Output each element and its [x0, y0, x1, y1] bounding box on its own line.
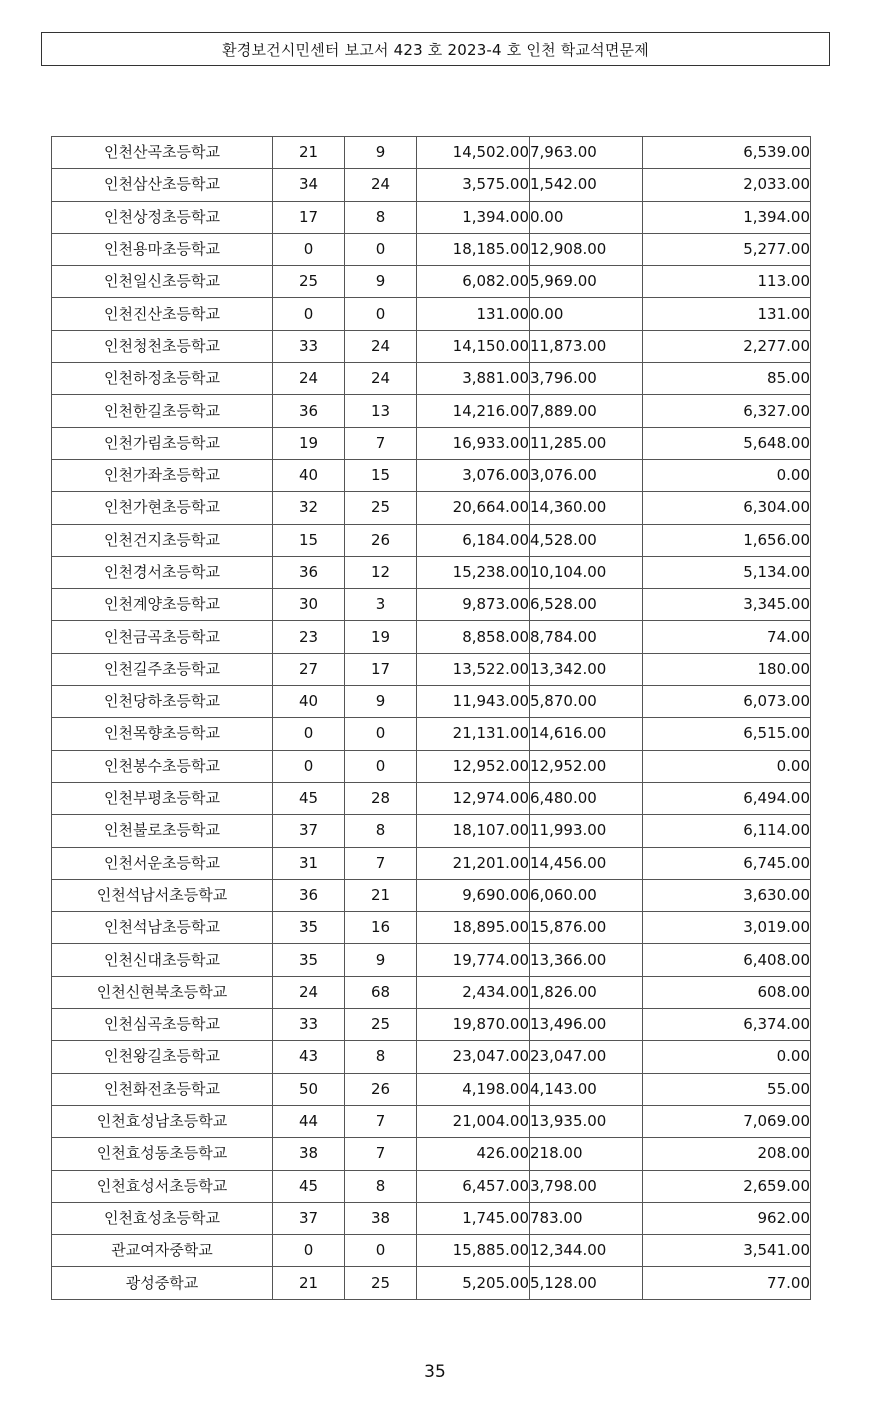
total-area-cell: 6,184.00: [417, 524, 530, 556]
count-a-cell: 33: [273, 1009, 345, 1041]
removed-area-cell: 23,047.00: [530, 1041, 643, 1073]
count-a-cell: 34: [273, 169, 345, 201]
removed-area-cell: 13,366.00: [530, 944, 643, 976]
table-row: [52, 718, 811, 750]
count-a-cell: 32: [273, 492, 345, 524]
count-a-cell: 24: [273, 976, 345, 1008]
table-row: [52, 879, 811, 911]
table-row: [52, 266, 811, 298]
count-b-cell: 9: [345, 266, 417, 298]
count-a-cell: 15: [273, 524, 345, 556]
total-area-cell: 12,974.00: [417, 782, 530, 814]
count-a-cell: 43: [273, 1041, 345, 1073]
removed-area-cell: 7,889.00: [530, 395, 643, 427]
remaining-area-cell: 6,515.00: [643, 718, 811, 750]
removed-area-cell: 5,128.00: [530, 1267, 643, 1299]
count-a-cell: 44: [273, 1105, 345, 1137]
count-a-cell: 40: [273, 686, 345, 718]
removed-area-cell: 6,480.00: [530, 782, 643, 814]
remaining-area-cell: 113.00: [643, 266, 811, 298]
remaining-area-cell: 6,374.00: [643, 1009, 811, 1041]
count-b-cell: 9: [345, 944, 417, 976]
table-row: [52, 427, 811, 459]
school-name-cell: 인천하정초등학교: [52, 363, 273, 395]
school-name-cell: 인천경서초등학교: [52, 556, 273, 588]
count-a-cell: 45: [273, 782, 345, 814]
count-a-cell: 0: [273, 718, 345, 750]
total-area-cell: 18,107.00: [417, 815, 530, 847]
table-row: [52, 459, 811, 491]
count-b-cell: 26: [345, 1073, 417, 1105]
removed-area-cell: 13,342.00: [530, 653, 643, 685]
table-row: [52, 233, 811, 265]
school-name-cell: 인천산곡초등학교: [52, 137, 273, 169]
count-a-cell: 37: [273, 815, 345, 847]
removed-area-cell: 3,798.00: [530, 1170, 643, 1202]
count-b-cell: 25: [345, 1267, 417, 1299]
count-a-cell: 23: [273, 621, 345, 653]
remaining-area-cell: 0.00: [643, 459, 811, 491]
total-area-cell: 21,004.00: [417, 1105, 530, 1137]
count-b-cell: 25: [345, 1009, 417, 1041]
table-row: [52, 686, 811, 718]
school-name-cell: 인천왕길초등학교: [52, 1041, 273, 1073]
school-name-cell: 인천한길초등학교: [52, 395, 273, 427]
school-name-cell: 인천신현북초등학교: [52, 976, 273, 1008]
table-row: [52, 556, 811, 588]
total-area-cell: 4,198.00: [417, 1073, 530, 1105]
remaining-area-cell: 6,073.00: [643, 686, 811, 718]
school-name-cell: 인천불로초등학교: [52, 815, 273, 847]
remaining-area-cell: 1,394.00: [643, 201, 811, 233]
total-area-cell: 15,238.00: [417, 556, 530, 588]
table-row: [52, 1105, 811, 1137]
remaining-area-cell: 1,656.00: [643, 524, 811, 556]
count-b-cell: 15: [345, 459, 417, 491]
removed-area-cell: 14,616.00: [530, 718, 643, 750]
remaining-area-cell: 608.00: [643, 976, 811, 1008]
remaining-area-cell: 6,539.00: [643, 137, 811, 169]
remaining-area-cell: 6,494.00: [643, 782, 811, 814]
table-row: [52, 750, 811, 782]
count-a-cell: 35: [273, 944, 345, 976]
school-name-cell: 인천용마초등학교: [52, 233, 273, 265]
total-area-cell: 131.00: [417, 298, 530, 330]
count-b-cell: 3: [345, 589, 417, 621]
removed-area-cell: 12,908.00: [530, 233, 643, 265]
count-b-cell: 26: [345, 524, 417, 556]
count-a-cell: 31: [273, 847, 345, 879]
school-name-cell: 광성중학교: [52, 1267, 273, 1299]
count-a-cell: 0: [273, 1235, 345, 1267]
remaining-area-cell: 2,277.00: [643, 330, 811, 362]
school-name-cell: 인천금곡초등학교: [52, 621, 273, 653]
remaining-area-cell: 5,277.00: [643, 233, 811, 265]
count-b-cell: 28: [345, 782, 417, 814]
total-area-cell: 9,690.00: [417, 879, 530, 911]
count-a-cell: 27: [273, 653, 345, 685]
school-name-cell: 인천진산초등학교: [52, 298, 273, 330]
total-area-cell: 21,201.00: [417, 847, 530, 879]
removed-area-cell: 11,873.00: [530, 330, 643, 362]
total-area-cell: 15,885.00: [417, 1235, 530, 1267]
total-area-cell: 8,858.00: [417, 621, 530, 653]
count-b-cell: 13: [345, 395, 417, 427]
table-row: [52, 363, 811, 395]
count-b-cell: 8: [345, 815, 417, 847]
removed-area-cell: 6,060.00: [530, 879, 643, 911]
count-a-cell: 24: [273, 363, 345, 395]
remaining-area-cell: 5,134.00: [643, 556, 811, 588]
removed-area-cell: 5,870.00: [530, 686, 643, 718]
count-b-cell: 19: [345, 621, 417, 653]
count-b-cell: 21: [345, 879, 417, 911]
count-b-cell: 9: [345, 686, 417, 718]
table-row: [52, 298, 811, 330]
count-a-cell: 19: [273, 427, 345, 459]
table-row: [52, 137, 811, 169]
table-row: [52, 815, 811, 847]
count-a-cell: 0: [273, 233, 345, 265]
removed-area-cell: 10,104.00: [530, 556, 643, 588]
removed-area-cell: 0.00: [530, 201, 643, 233]
removed-area-cell: 13,935.00: [530, 1105, 643, 1137]
count-a-cell: 17: [273, 201, 345, 233]
school-name-cell: 관교여자중학교: [52, 1235, 273, 1267]
total-area-cell: 16,933.00: [417, 427, 530, 459]
total-area-cell: 18,185.00: [417, 233, 530, 265]
remaining-area-cell: 85.00: [643, 363, 811, 395]
school-name-cell: 인천일신초등학교: [52, 266, 273, 298]
table-row: [52, 847, 811, 879]
total-area-cell: 14,216.00: [417, 395, 530, 427]
school-name-cell: 인천건지초등학교: [52, 524, 273, 556]
remaining-area-cell: 6,327.00: [643, 395, 811, 427]
remaining-area-cell: 55.00: [643, 1073, 811, 1105]
removed-area-cell: 4,143.00: [530, 1073, 643, 1105]
total-area-cell: 14,150.00: [417, 330, 530, 362]
removed-area-cell: 14,456.00: [530, 847, 643, 879]
remaining-area-cell: 6,114.00: [643, 815, 811, 847]
school-name-cell: 인천목향초등학교: [52, 718, 273, 750]
report-header: [41, 32, 830, 66]
remaining-area-cell: 3,541.00: [643, 1235, 811, 1267]
table-body: [52, 137, 811, 1300]
school-name-cell: 인천청천초등학교: [52, 330, 273, 362]
count-a-cell: 21: [273, 137, 345, 169]
table-row: [52, 330, 811, 362]
total-area-cell: 18,895.00: [417, 912, 530, 944]
remaining-area-cell: 74.00: [643, 621, 811, 653]
count-b-cell: 24: [345, 363, 417, 395]
count-a-cell: 25: [273, 266, 345, 298]
removed-area-cell: 5,969.00: [530, 266, 643, 298]
count-b-cell: 7: [345, 1105, 417, 1137]
removed-area-cell: 7,963.00: [530, 137, 643, 169]
remaining-area-cell: 77.00: [643, 1267, 811, 1299]
count-b-cell: 7: [345, 1138, 417, 1170]
count-b-cell: 9: [345, 137, 417, 169]
count-b-cell: 0: [345, 298, 417, 330]
count-b-cell: 68: [345, 976, 417, 1008]
remaining-area-cell: 2,033.00: [643, 169, 811, 201]
removed-area-cell: 783.00: [530, 1202, 643, 1234]
remaining-area-cell: 3,345.00: [643, 589, 811, 621]
school-name-cell: 인천효성서초등학교: [52, 1170, 273, 1202]
removed-area-cell: 12,952.00: [530, 750, 643, 782]
table-row: [52, 912, 811, 944]
total-area-cell: 12,952.00: [417, 750, 530, 782]
removed-area-cell: 3,076.00: [530, 459, 643, 491]
count-b-cell: 7: [345, 427, 417, 459]
school-name-cell: 인천삼산초등학교: [52, 169, 273, 201]
total-area-cell: 19,774.00: [417, 944, 530, 976]
school-name-cell: 인천효성남초등학교: [52, 1105, 273, 1137]
total-area-cell: 6,457.00: [417, 1170, 530, 1202]
total-area-cell: 426.00: [417, 1138, 530, 1170]
total-area-cell: 2,434.00: [417, 976, 530, 1008]
table-row: [52, 944, 811, 976]
table-row: [52, 589, 811, 621]
removed-area-cell: 1,826.00: [530, 976, 643, 1008]
removed-area-cell: 4,528.00: [530, 524, 643, 556]
school-name-cell: 인천서운초등학교: [52, 847, 273, 879]
table-row: [52, 1073, 811, 1105]
table-row: [52, 1138, 811, 1170]
total-area-cell: 19,870.00: [417, 1009, 530, 1041]
table-row: [52, 492, 811, 524]
total-area-cell: 20,664.00: [417, 492, 530, 524]
table-row: [52, 1041, 811, 1073]
school-name-cell: 인천계양초등학교: [52, 589, 273, 621]
school-name-cell: 인천가림초등학교: [52, 427, 273, 459]
school-name-cell: 인천신대초등학교: [52, 944, 273, 976]
count-b-cell: 24: [345, 330, 417, 362]
table-row: [52, 169, 811, 201]
count-a-cell: 30: [273, 589, 345, 621]
school-name-cell: 인천심곡초등학교: [52, 1009, 273, 1041]
remaining-area-cell: 2,659.00: [643, 1170, 811, 1202]
count-a-cell: 37: [273, 1202, 345, 1234]
table-row: [52, 782, 811, 814]
count-a-cell: 45: [273, 1170, 345, 1202]
total-area-cell: 23,047.00: [417, 1041, 530, 1073]
count-a-cell: 21: [273, 1267, 345, 1299]
removed-area-cell: 13,496.00: [530, 1009, 643, 1041]
remaining-area-cell: 180.00: [643, 653, 811, 685]
school-name-cell: 인천당하초등학교: [52, 686, 273, 718]
remaining-area-cell: 3,630.00: [643, 879, 811, 911]
table-row: [52, 1267, 811, 1299]
total-area-cell: 9,873.00: [417, 589, 530, 621]
count-b-cell: 8: [345, 1170, 417, 1202]
removed-area-cell: 8,784.00: [530, 621, 643, 653]
school-name-cell: 인천석남서초등학교: [52, 879, 273, 911]
total-area-cell: 14,502.00: [417, 137, 530, 169]
school-name-cell: 인천상정초등학교: [52, 201, 273, 233]
table-row: [52, 395, 811, 427]
school-name-cell: 인천부평초등학교: [52, 782, 273, 814]
count-a-cell: 38: [273, 1138, 345, 1170]
removed-area-cell: 1,542.00: [530, 169, 643, 201]
school-asbestos-table: [51, 136, 811, 1300]
removed-area-cell: 11,285.00: [530, 427, 643, 459]
total-area-cell: 13,522.00: [417, 653, 530, 685]
table-row: [52, 201, 811, 233]
removed-area-cell: 3,796.00: [530, 363, 643, 395]
count-a-cell: 36: [273, 395, 345, 427]
school-name-cell: 인천화전초등학교: [52, 1073, 273, 1105]
count-a-cell: 50: [273, 1073, 345, 1105]
remaining-area-cell: 6,408.00: [643, 944, 811, 976]
school-name-cell: 인천봉수초등학교: [52, 750, 273, 782]
remaining-area-cell: 0.00: [643, 750, 811, 782]
school-name-cell: 인천효성동초등학교: [52, 1138, 273, 1170]
count-b-cell: 7: [345, 847, 417, 879]
count-b-cell: 0: [345, 718, 417, 750]
table-row: [52, 621, 811, 653]
remaining-area-cell: 208.00: [643, 1138, 811, 1170]
count-b-cell: 12: [345, 556, 417, 588]
total-area-cell: 3,076.00: [417, 459, 530, 491]
school-name-cell: 인천가좌초등학교: [52, 459, 273, 491]
removed-area-cell: 6,528.00: [530, 589, 643, 621]
remaining-area-cell: 962.00: [643, 1202, 811, 1234]
total-area-cell: 5,205.00: [417, 1267, 530, 1299]
removed-area-cell: 14,360.00: [530, 492, 643, 524]
removed-area-cell: 15,876.00: [530, 912, 643, 944]
count-a-cell: 40: [273, 459, 345, 491]
removed-area-cell: 218.00: [530, 1138, 643, 1170]
total-area-cell: 3,575.00: [417, 169, 530, 201]
count-b-cell: 0: [345, 233, 417, 265]
page-number: 35: [424, 1362, 446, 1382]
school-name-cell: 인천석남초등학교: [52, 912, 273, 944]
school-name-cell: 인천가현초등학교: [52, 492, 273, 524]
table-row: [52, 1235, 811, 1267]
total-area-cell: 1,394.00: [417, 201, 530, 233]
remaining-area-cell: 6,304.00: [643, 492, 811, 524]
count-b-cell: 8: [345, 1041, 417, 1073]
count-a-cell: 35: [273, 912, 345, 944]
total-area-cell: 1,745.00: [417, 1202, 530, 1234]
remaining-area-cell: 131.00: [643, 298, 811, 330]
count-b-cell: 24: [345, 169, 417, 201]
count-a-cell: 36: [273, 556, 345, 588]
report-title: 환경보건시민센터 보고서 423 호 2023-4 호 인천 학교석면문제: [222, 40, 649, 59]
count-b-cell: 0: [345, 750, 417, 782]
removed-area-cell: 12,344.00: [530, 1235, 643, 1267]
remaining-area-cell: 6,745.00: [643, 847, 811, 879]
total-area-cell: 3,881.00: [417, 363, 530, 395]
count-a-cell: 33: [273, 330, 345, 362]
remaining-area-cell: 3,019.00: [643, 912, 811, 944]
table-row: [52, 653, 811, 685]
count-b-cell: 17: [345, 653, 417, 685]
school-name-cell: 인천효성초등학교: [52, 1202, 273, 1234]
remaining-area-cell: 0.00: [643, 1041, 811, 1073]
count-b-cell: 16: [345, 912, 417, 944]
school-name-cell: 인천길주초등학교: [52, 653, 273, 685]
table-row: [52, 1009, 811, 1041]
remaining-area-cell: 7,069.00: [643, 1105, 811, 1137]
removed-area-cell: 11,993.00: [530, 815, 643, 847]
count-b-cell: 38: [345, 1202, 417, 1234]
count-a-cell: 0: [273, 750, 345, 782]
count-b-cell: 25: [345, 492, 417, 524]
count-b-cell: 8: [345, 201, 417, 233]
removed-area-cell: 0.00: [530, 298, 643, 330]
table-row: [52, 524, 811, 556]
table-row: [52, 1170, 811, 1202]
total-area-cell: 21,131.00: [417, 718, 530, 750]
table-row: [52, 1202, 811, 1234]
count-a-cell: 0: [273, 298, 345, 330]
total-area-cell: 11,943.00: [417, 686, 530, 718]
count-b-cell: 0: [345, 1235, 417, 1267]
count-a-cell: 36: [273, 879, 345, 911]
table-row: [52, 976, 811, 1008]
total-area-cell: 6,082.00: [417, 266, 530, 298]
remaining-area-cell: 5,648.00: [643, 427, 811, 459]
